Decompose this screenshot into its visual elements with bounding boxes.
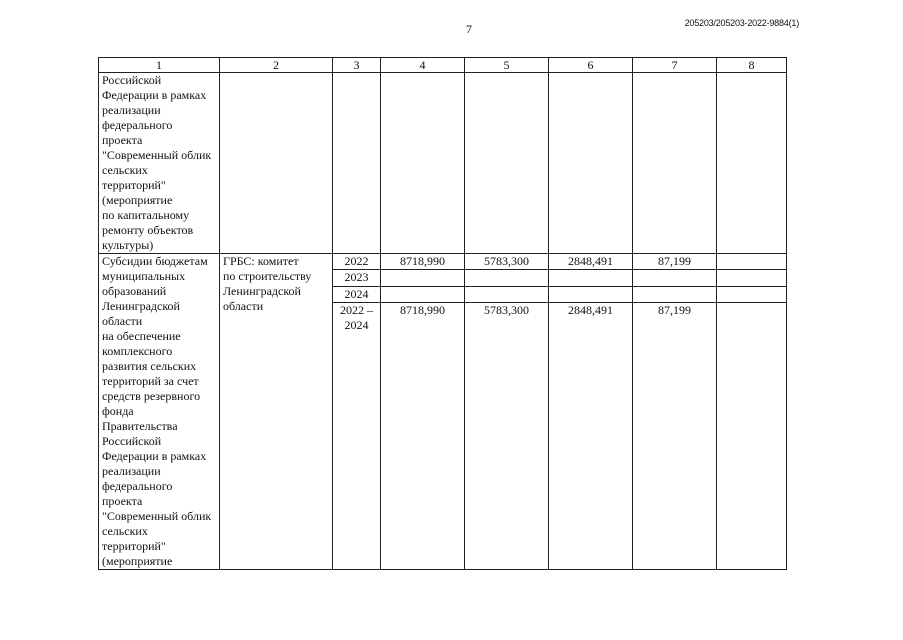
year-cell: [333, 303, 381, 570]
column-header: 4: [381, 58, 465, 73]
value-cell: 2848,491: [549, 303, 633, 570]
table-row: [99, 73, 787, 254]
value-cell: [717, 270, 787, 286]
value-cell: 8718,990: [381, 303, 465, 570]
document-id: 205203/205203-2022-9884(1): [684, 18, 799, 28]
table-cell: [220, 73, 333, 254]
year-cell: 2024: [333, 286, 381, 302]
page-number: 7: [466, 22, 472, 36]
column-header: 3: [333, 58, 381, 73]
value-cell: 87,199: [633, 254, 717, 270]
value-cell: 2848,491: [549, 254, 633, 270]
row-description: Российской Федерации в рамках реализации федерального проекта "Современный облик сельских территорий" (мероприятие по капитальному ремонту объектов культуры): [102, 73, 212, 252]
column-header: 6: [549, 58, 633, 73]
value-cell: [633, 286, 717, 302]
value-cell: [633, 270, 717, 286]
year-cell: 2022: [333, 254, 381, 270]
column-header: 8: [717, 58, 787, 73]
row-description-cell: [99, 254, 220, 570]
responsible-cell: [220, 254, 333, 570]
year-cell: 2023: [333, 270, 381, 286]
value-cell: 5783,300: [465, 254, 549, 270]
value-cell: [381, 270, 465, 286]
value-cell: [465, 286, 549, 302]
table-row: [99, 254, 787, 270]
year-range: 2022 – 2024: [340, 303, 373, 333]
column-header: 1: [99, 58, 220, 73]
value-cell: 87,199: [633, 303, 717, 570]
column-header: 7: [633, 58, 717, 73]
table-cell: [549, 73, 633, 254]
value-cell: [549, 286, 633, 302]
responsible-body: ГРБС: комитет по строительству Ленинградской области: [223, 254, 312, 313]
row-description-cell: [99, 73, 220, 254]
budget-table: [98, 57, 787, 570]
column-header: 5: [465, 58, 549, 73]
table-cell: [381, 73, 465, 254]
value-cell: [717, 254, 787, 270]
column-header: 2: [220, 58, 333, 73]
row-description: Субсидии бюджетам муниципальных образований Ленинградской области на обеспечение комплексного развития сельских территорий за счет средств резервного фонда Правительства Российской Федерации в рамках реализации федерального проекта "Современный облик сельских территорий" (мероприятие: [102, 254, 212, 568]
table-cell: [633, 73, 717, 254]
value-cell: [465, 270, 549, 286]
table-cell: [333, 73, 381, 254]
table-header-row: [99, 58, 787, 73]
value-cell: 8718,990: [381, 254, 465, 270]
table-cell: [717, 73, 787, 254]
value-cell: [717, 286, 787, 302]
table-cell: [465, 73, 549, 254]
value-cell: [549, 270, 633, 286]
value-cell: [717, 303, 787, 570]
value-cell: [381, 286, 465, 302]
value-cell: 5783,300: [465, 303, 549, 570]
